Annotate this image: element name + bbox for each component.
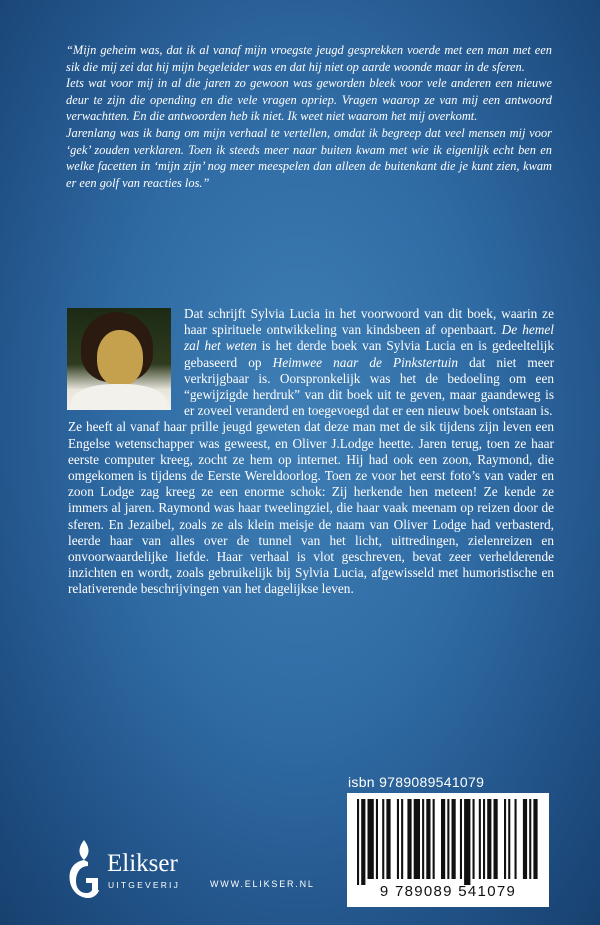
barcode-bar [494, 799, 498, 879]
barcode-bar [376, 799, 378, 879]
barcode-bar [414, 799, 420, 879]
description-text-part: Dat schrijft Sylvia Lucia in het voorwoord van dit boek, waarin ze haar spirituele ontwikkeling van kindsbeen af openbaart. [184, 306, 554, 338]
barcode-bar [397, 799, 399, 879]
description-paragraph-2: Ze heeft al vanaf haar prille jeugd geweten dat deze man met de sik tijdens zijn leven een Engelse wetenschapper was geweest, en Oliver J.Lodge heette. Jaren terug, toen ze haar eerste computer kreeg, zocht ze hem op internet. Hij had ook een zoon, Raymond, die omgekomen is tijdens de Eerste Wereldoorlog. Toen ze voor het eerst foto’s van vader en zoon Lodge zag kreeg ze een enorme schok: Zij herkende hen meteen! Ze kende ze immers al jaren. Raymond was haar tweelingziel, die haar vaak meenam op reizen door de sferen. En Jezaibel, zoals ze als klein meisje de naam van Oliver Lodge had verbasterd, leerde haar van alles over de tunnel van het licht, uittredingen, zielenreizen en onvoorwaardelijke liefde. Haar verhaal is vlot geschreven, bevat zeer verhelderende inzichten en wordt, zoals gebruikelijk bij Sylvia Lucia, afgewisseld met humoristische en relativerende beschrijvingen van het dagelijkse leven. [68, 419, 554, 597]
barcode-bars [347, 793, 549, 885]
barcode-bar [452, 799, 456, 879]
barcode-bar [508, 799, 510, 879]
barcode-bar [357, 799, 359, 885]
barcode-bar [483, 799, 485, 879]
barcode-bar [504, 799, 506, 879]
elikser-logo-icon [64, 838, 104, 902]
book-title-reference: De hemel zal het weten [184, 322, 555, 354]
barcode-bar [515, 799, 517, 879]
barcode-bar [460, 799, 462, 879]
barcode-bar [401, 799, 403, 879]
barcode-bar [479, 799, 481, 879]
barcode-bar [382, 799, 384, 879]
description-text [68, 306, 554, 598]
barcode-bar [529, 799, 531, 879]
publisher-website: WWW.ELIKSER.NL [210, 879, 315, 889]
photo-float-spacer [68, 306, 184, 405]
barcode-bar [464, 799, 470, 885]
barcode-bar [533, 799, 537, 879]
publisher-subtitle: UITGEVERIJ [108, 880, 181, 890]
barcode-bar [407, 799, 411, 879]
barcode-bar [368, 799, 374, 879]
intro-paragraph: “Mijn geheim was, dat ik al vanaf mijn vroegste jeugd gesprekken voerde met een man met een sik die mij zei dat hij mijn begeleider was en dat hij niet op aarde woonde maar in de sferen. [66, 43, 552, 74]
barcode-bar [487, 799, 491, 879]
barcode-bar [386, 799, 390, 879]
barcode-bar [447, 799, 449, 879]
barcode-bar [422, 799, 424, 879]
barcode-bar [523, 799, 527, 879]
barcode-digits: 9 789089 541079 [379, 883, 517, 900]
description-text-part: dat niet meer verkrijgbaar is. Oorspronkelijk was het de bedoeling om een “gewijzigde herdruk” van dit boek uit te geven, maar gaandeweg is er zoveel veranderd en toegevoegd dat er een nieuw boek ontstaan is. [184, 354, 554, 419]
isbn-label: isbn 9789089541079 [348, 774, 485, 790]
barcode [347, 793, 549, 907]
book-title-reference: Heimwee naar de Pinkstertuin [272, 354, 458, 370]
barcode-bar [426, 799, 430, 879]
intro-paragraph: Jarenlang was ik bang om mijn verhaal te vertellen, omdat ik begreep dat veel mensen mij voor ‘gek’ zouden verklaren. Toen ik steeds meer naar buiten kwam met wie ik eigenlijk echt ben en welke facetten in ‘mijn zijn’ nog meer meespelen dan alleen de buitenkant die je kunt zien, kwam er een golf van reacties los.” [66, 125, 552, 190]
intro-paragraph: Iets wat voor mij in al die jaren zo gewoon was geworden bleek voor vele anderen een nieuwe deur te zijn die opending en die vele vragen opriep. Vragen waarop ze van mij een antwoord verwachtten. En die antwoorden heb ik niet. Ik weet niet waarom het mij overkomt. [66, 76, 552, 124]
description-text-part: is het derde boek van Sylvia Lucia en is gedeeltelijk gebaseerd op [184, 338, 554, 370]
publisher-name: Elikser [107, 850, 178, 877]
barcode-bar [361, 799, 365, 885]
intro-quote [66, 42, 552, 191]
barcode-bar [441, 799, 445, 879]
barcode-bar [433, 799, 435, 879]
barcode-bar [473, 799, 475, 879]
